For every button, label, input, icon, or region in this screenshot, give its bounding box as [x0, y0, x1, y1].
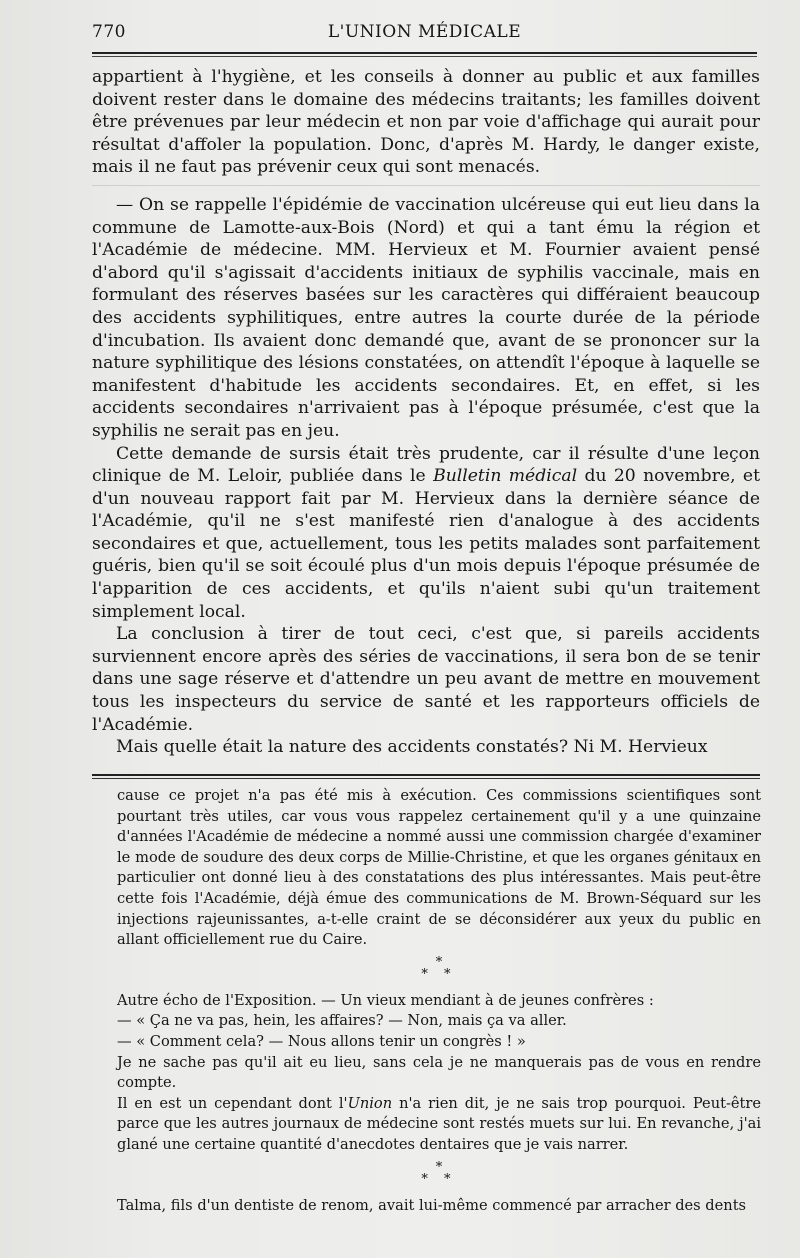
text-run: du 20 novembre, et d'un nouveau rapport fait par M. Hervieux dans la dernière séance de l'Académie, qu'il ne s'est manifesté rien d'analogue à des accidents secondaires et que, actuellement, tous les petits malades sont parfaitement guéris, bien qu'il se soit écoulé plus d'un mois depuis l'époque présumée de l'apparition de ces accidents, et qu'ils n'aient subi qu'un traitement simplement local. [92, 466, 760, 622]
header-rule [92, 52, 757, 57]
asterism-bottom: * * [421, 1171, 457, 1187]
running-header [92, 20, 757, 46]
note-paragraph: cause ce projet n'a pas été mis à exécution. Ces commissions scientifiques sont pourtant très utiles, car vous vous rappelez certainement qu'il y a une quinzaine d'années l'Académie de médecine a nommé aussi une commission chargée d'examiner le mode de soudure des deux corps de Millie-Christine, et que les organes génitaux en particulier ont donné lieu à des constatations des plus intéressantes. Mais peut-être cette fois l'Académie, déjà émue des communications de M. Brown-Séquard sur les injections rajeunissantes, a-t-elle craint de se déconsidérer aux yeux du public en allant officiellement rue du Caire. [117, 787, 761, 949]
journal-name-italic: Union [347, 1094, 393, 1112]
note-paragraph: Talma, fils d'un dentiste de renom, avait lui-même commencé par arracher des dents [117, 1196, 747, 1214]
note-paragraph: — « Comment cela? — Nous allons tenir un congrès ! » [117, 1032, 526, 1050]
journal-title: L'UNION MÉDICALE [327, 22, 522, 42]
text-run: Il en est un cependant dont l' [117, 1094, 348, 1112]
asterism-top: * [435, 954, 443, 970]
page-number: 770 [92, 22, 126, 42]
main-paragraph: appartient à l'hygiène, et les conseils à donner au public et aux familles doivent rester dans le domaine des médecins traitants; les familles doivent être prévenues par leur médecin et non par voie d'affichage qui aurait pour résultat d'affoler la population. Donc, d'après M. Hardy, le danger existe, mais il ne faut pas prévenir ceux qui sont menacés. [92, 67, 760, 178]
section-divider [92, 185, 760, 186]
main-paragraph: — On se rappelle l'épidémie de vaccination ulcéreuse qui eut lieu dans la commune de Lamotte-aux-Bois (Nord) et qui a tant ému la région et l'Académie de médecine. MM. Hervieux et M. Fournier avaient pensé d'abord qu'il s'agissait d'accidents initiaux de syphilis vaccinale, mais en formulant des réserves basées sur les caractères qui différaient beaucoup des accidents syphilitiques, entre autres la courte durée de la période d'incubation. Ils avaient donc demandé que, avant de se prononcer sur la nature syphilitique des lésions constatées, on attendît l'époque à laquelle se manifestent d'habitude les accidents secondaires. Et, en effet, si les accidents secondaires n'arrivaient pas à l'époque présumée, c'est que la syphilis ne serait pas en jeu. [92, 194, 760, 441]
footnote-rule [92, 774, 760, 779]
note-paragraph: — « Ça ne va pas, hein, les affaires? — Non, mais ça va aller. [117, 1012, 567, 1030]
asterism [117, 954, 761, 982]
feuilleton-text [117, 786, 761, 1216]
text-run: Cette demande de sursis était très prudente, car il résulte d'une leçon clinique de M. Leloir, publiée dans le [92, 443, 760, 487]
text-run: n'a rien dit, je ne sais trop pourquoi. Peut-être parce que les autres journaux de médecine sont restés muets sur lui. En revanche, j'ai glané une certaine quantité d'anecdotes dentaires que je vais narrer. [117, 1094, 761, 1153]
note-paragraph [117, 1094, 761, 1156]
main-paragraph [92, 443, 760, 624]
note-paragraph: Autre écho de l'Exposition. — Un vieux mendiant à de jeunes confrères : [117, 991, 654, 1009]
main-paragraph: La conclusion à tirer de tout ceci, c'est que, si pareils accidents surviennent encore après des séries de vaccinations, il sera bon de se tenir dans une sage réserve et d'attendre un peu avant de mettre en mouvement tous les inspecteurs du service de santé et les rapporteurs officiels de l'Académie. [92, 624, 760, 735]
asterism-bottom: * * [421, 966, 457, 982]
note-paragraph: Je ne sache pas qu'il ait eu lieu, sans cela je ne manquerais pas de vous en rendre compte. [117, 1053, 761, 1092]
main-paragraph: Mais quelle était la nature des accidents constatés? Ni M. Hervieux [116, 737, 708, 758]
journal-name-italic: Bulletin médical [433, 466, 578, 487]
main-text [92, 66, 760, 759]
asterism [117, 1159, 761, 1187]
asterism-top: * [435, 1159, 443, 1175]
